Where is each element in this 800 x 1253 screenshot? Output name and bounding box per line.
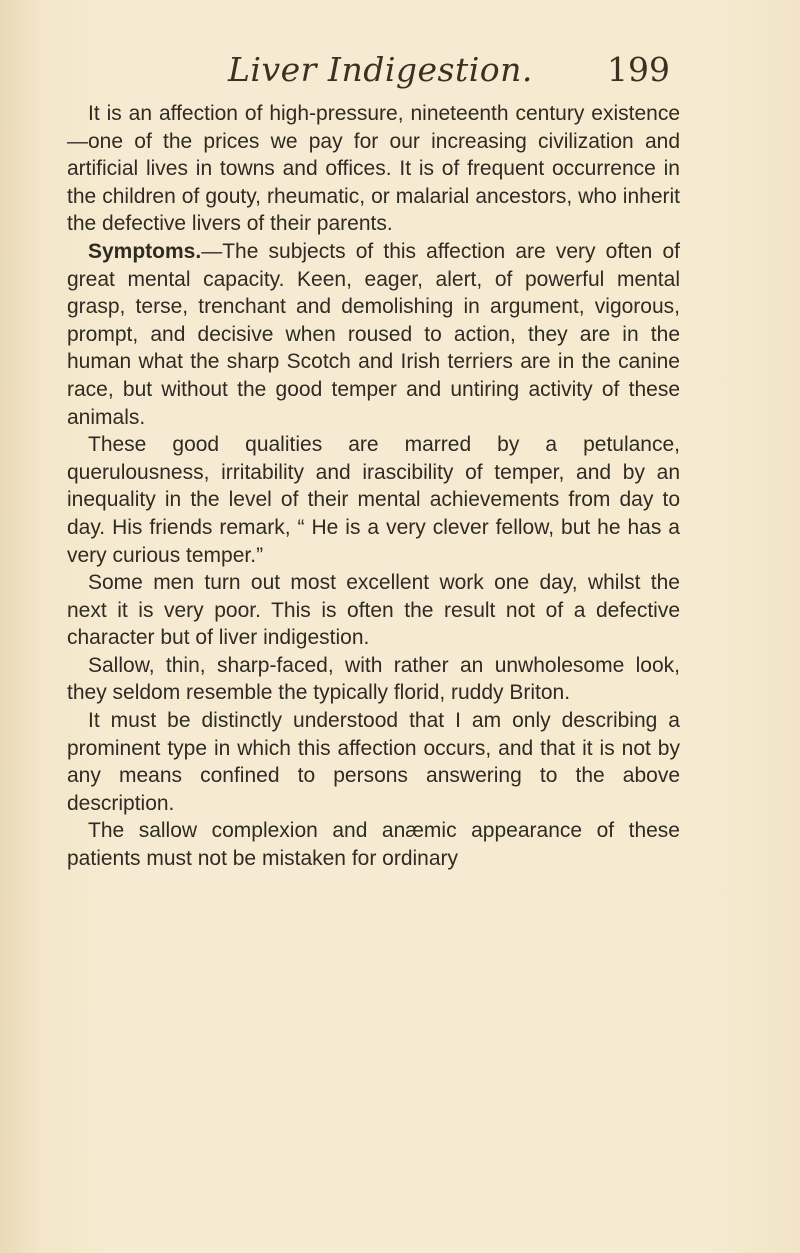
paragraph-appearance	[67, 652, 680, 707]
paragraph-text: These good qualities are marred by a petulance, querulousness, irritability and irascibility of temper, and by an inequality in the level of their mental achievements from day to day. His friends remark, “ He is a very clever fellow, but he has a very curious temper.”	[67, 433, 680, 567]
body-text	[67, 100, 680, 873]
section-heading-symptoms: Symptoms.	[88, 239, 202, 263]
paragraph-intro	[67, 100, 680, 238]
paragraph-complexion	[67, 817, 680, 872]
paragraph-caveat	[67, 707, 680, 817]
page-number: 199	[607, 50, 670, 89]
paragraph-text: —The subjects of this affection are very often of great mental capacity. Keen, eager, alert, of powerful mental grasp, terse, trenchant and demolishing in argument, vigorous, prompt, and decisive when roused to action, they are in the human what the sharp Scotch and Irish terriers are in the canine race, but without the good temper and untiring activity of these animals.	[67, 239, 680, 429]
paragraph-text: It is an affection of high-pressure, nineteenth century existence—one of the prices we pay for our increasing civilization and artificial lives in towns and offices. It is of frequent occurrence in the children of gouty, rheumatic, or malarial ancestors, who inherit the defective livers of their parents.	[67, 102, 680, 236]
running-title: Liver Indigestion.	[228, 50, 533, 89]
paragraph-text: The sallow complexion and anæmic appearance of these patients must not be mistaken for ordinary	[67, 819, 680, 871]
paragraph-symptoms	[67, 238, 680, 431]
paragraph-text: Sallow, thin, sharp-faced, with rather an unwholesome look, they seldom resemble the typically florid, ruddy Briton.	[67, 653, 680, 705]
paragraph-text: Some men turn out most excellent work one day, whilst the next it is very poor. This is often the result not of a defective character but of liver indigestion.	[67, 571, 680, 650]
paragraph-qualities	[67, 431, 680, 569]
paragraph-work	[67, 569, 680, 652]
paragraph-text: It must be distinctly understood that I am only describing a prominent type in which this affection occurs, and that it is not by any means confined to persons answering to the above description.	[67, 709, 680, 815]
page-header	[0, 50, 800, 96]
